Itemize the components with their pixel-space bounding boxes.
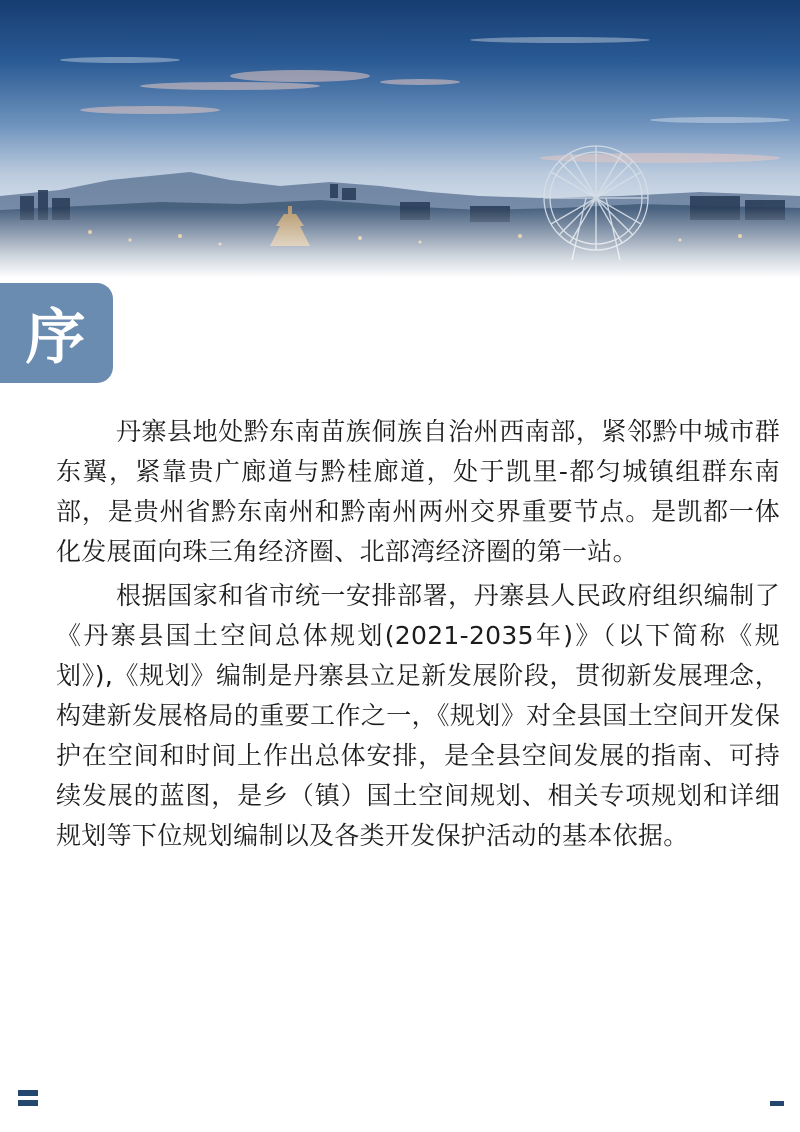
preface-body: [56, 412, 780, 856]
preface-paragraph-1: 丹寨县地处黔东南苗族侗族自治州西南部，紧邻黔中城市群东翼，紧靠贵广廊道与黔桂廊道，处于凯里-都匀城镇组群东南部，是贵州省黔东南州和黔南州两州交界重要节点。是凯都一体化发展面向珠三角经济圈、北部湾经济圈的第一站。: [56, 417, 780, 566]
preface-paragraph-2: 根据国家和省市统一安排部署，丹寨县人民政府组织编制了《丹寨县国土空间总体规划(2021-2035年)》（以下简称《规划》),《规划》编制是丹寨县立足新发展阶段，贯彻新发展理念，构建新发展格局的重要工作之一，《规划》对全县国土空间开发保护在空间和时间上作出总体安排，是全县空间发展的指南、可持续发展的蓝图，是乡（镇）国土空间规划、相关专项规划和详细规划等下位规划编制以及各类开发保护活动的基本依据。: [56, 581, 780, 850]
header-banner-image: [0, 0, 800, 278]
footer-decoration-right: [770, 1101, 784, 1106]
section-title: 序: [25, 303, 88, 373]
section-title-badge: [0, 283, 113, 383]
banner-fade-overlay: [0, 208, 800, 278]
footer-decoration-left: [18, 1090, 38, 1108]
